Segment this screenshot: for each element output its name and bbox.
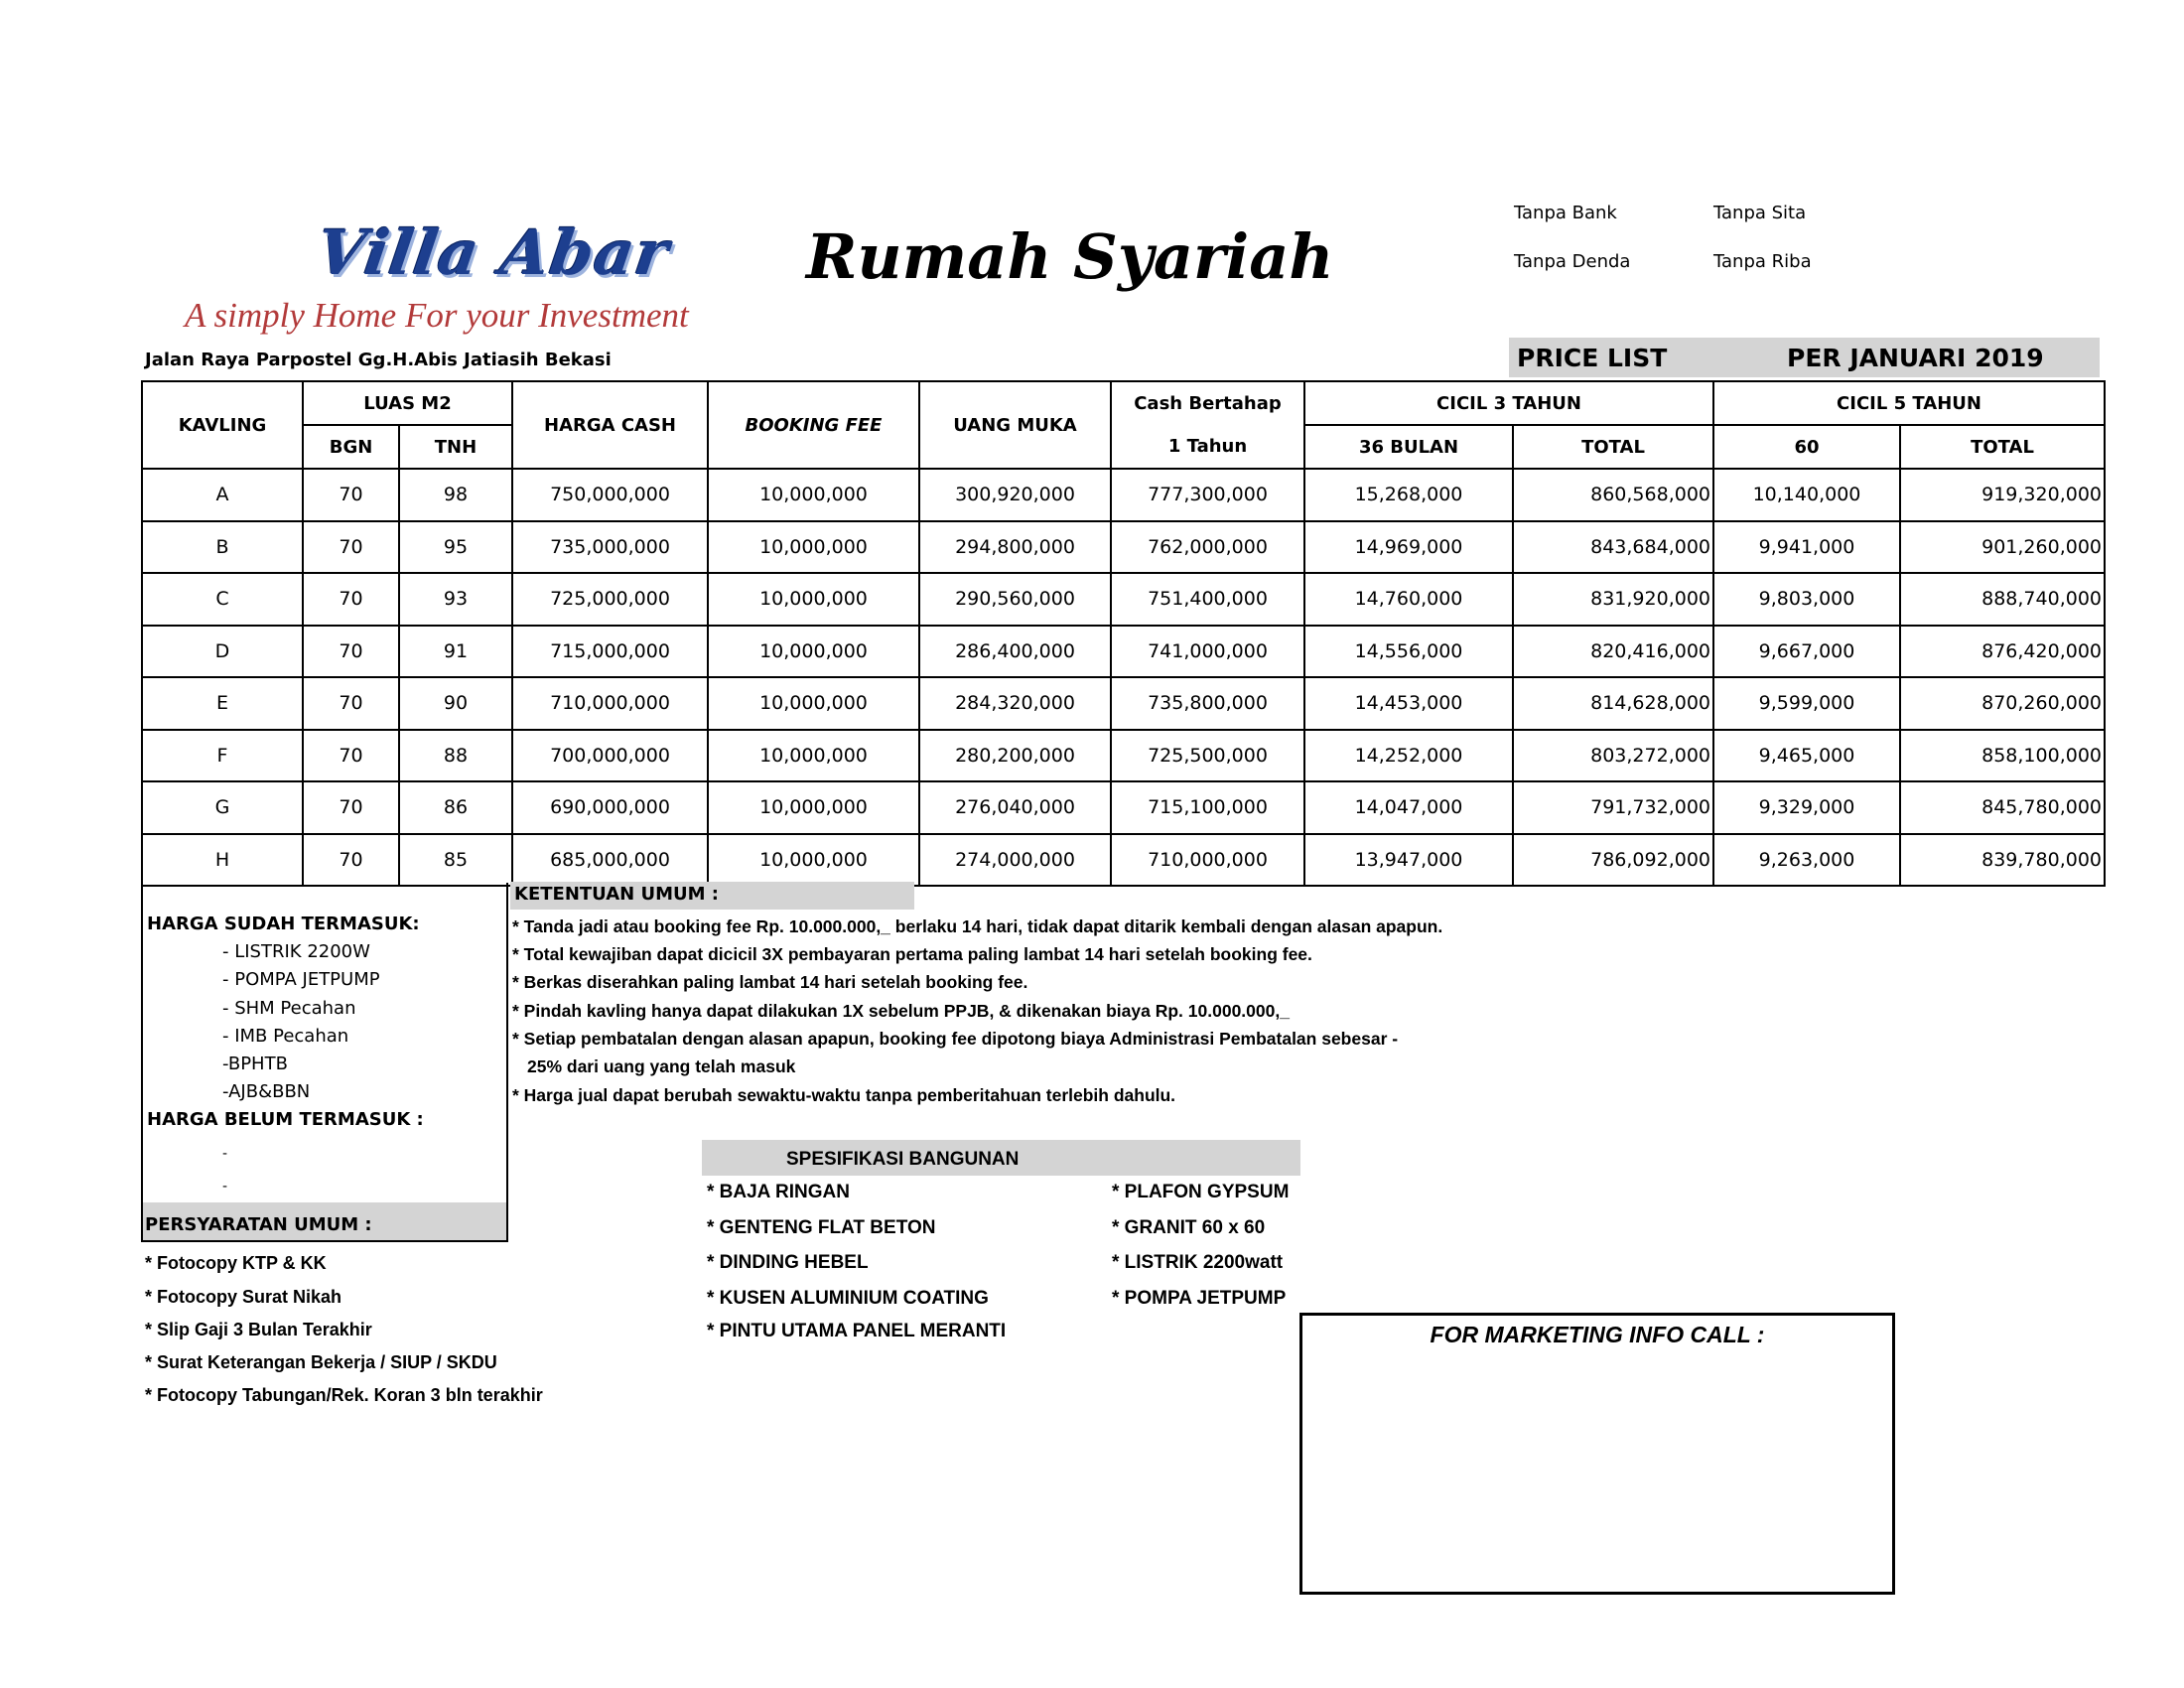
cell-harga-cash: 735,000,000 [512,521,708,574]
ketentuan-line: * Berkas diserahkan paling lambat 14 hari setelah booking fee. [512,972,1028,992]
ketentuan-line: * Harga jual dapat berubah sewaktu-waktu tanpa pemberitahuan terlebih dahulu. [512,1085,1176,1105]
harga-belum-title: HARGA BELUM TERMASUK : [147,1109,424,1130]
cell-cash-bertahap: 762,000,000 [1111,521,1304,574]
header-tnh: TNH [399,425,512,469]
harga-sudah-title: HARGA SUDAH TERMASUK: [147,914,420,934]
cell-cicil3-bulan: 13,947,000 [1304,834,1513,887]
header-uang-muka: UANG MUKA [919,381,1111,469]
cell-kavling: H [142,834,303,887]
cell-cash-bertahap: 751,400,000 [1111,573,1304,626]
cell-cicil5-bulan: 9,465,000 [1713,730,1900,782]
header-booking-fee: BOOKING FEE [708,381,919,469]
tagline: A simply Home For your Investment [185,296,689,335]
cell-cicil3-total: 814,628,000 [1513,677,1713,730]
header-36-bulan: 36 BULAN [1304,425,1513,469]
ketentuan-title-bar [510,882,914,910]
header-total-5: TOTAL [1900,425,2105,469]
cell-tnh: 95 [399,521,512,574]
cell-cicil3-total: 820,416,000 [1513,626,1713,678]
cell-kavling: D [142,626,303,678]
page-title: Rumah Syariah [806,220,1334,293]
cell-uang-muka: 290,560,000 [919,573,1111,626]
cell-bgn: 70 [303,730,399,782]
table-row [142,834,2105,887]
spec-item: * DINDING HEBEL [707,1252,869,1273]
cell-cicil5-total: 870,260,000 [1900,677,2105,730]
cell-cicil5-total: 876,420,000 [1900,626,2105,678]
cell-tnh: 93 [399,573,512,626]
feature-tanpa-riba: Tanpa Riba [1713,251,1812,272]
cell-harga-cash: 750,000,000 [512,469,708,521]
cell-cicil5-bulan: 9,263,000 [1713,834,1900,887]
cell-bgn: 70 [303,521,399,574]
cell-cicil3-total: 786,092,000 [1513,834,1713,887]
list-item: * Fotocopy Tabungan/Rek. Koran 3 bln terakhir [145,1385,543,1405]
list-item: -AJB&BBN [222,1081,311,1102]
cell-harga-cash: 715,000,000 [512,626,708,678]
spec-item: * GRANIT 60 x 60 [1112,1217,1266,1238]
marketing-box [1299,1313,1895,1595]
header-cicil-3: CICIL 3 TAHUN [1304,381,1713,425]
list-item: * Surat Keterangan Bekerja / SIUP / SKDU [145,1352,497,1372]
price-list-bar [1509,338,2100,377]
cell-cicil5-total: 901,260,000 [1900,521,2105,574]
list-item: * Fotocopy Surat Nikah [145,1287,342,1307]
logo: Villa Abar [312,216,674,289]
cell-cicil5-total: 858,100,000 [1900,730,2105,782]
cell-cicil5-total: 839,780,000 [1900,834,2105,887]
harga-info-box [141,883,508,1242]
cell-tnh: 85 [399,834,512,887]
list-item: - [222,1179,228,1195]
ketentuan-title: KETENTUAN UMUM : [514,884,720,905]
cell-cicil3-total: 803,272,000 [1513,730,1713,782]
table-row [142,469,2105,521]
header-60: 60 [1713,425,1900,469]
cell-harga-cash: 700,000,000 [512,730,708,782]
table-row [142,781,2105,834]
list-item: - SHM Pecahan [222,998,356,1019]
list-item: -BPHTB [222,1054,288,1074]
cell-tnh: 90 [399,677,512,730]
spec-item: * BAJA RINGAN [707,1182,850,1202]
cell-uang-muka: 274,000,000 [919,834,1111,887]
cell-tnh: 98 [399,469,512,521]
cell-bgn: 70 [303,781,399,834]
cell-cicil3-total: 843,684,000 [1513,521,1713,574]
table-row [142,521,2105,574]
cell-booking-fee: 10,000,000 [708,573,919,626]
cell-cash-bertahap: 741,000,000 [1111,626,1304,678]
header-harga-cash: HARGA CASH [512,381,708,469]
cell-booking-fee: 10,000,000 [708,677,919,730]
cell-cicil3-total: 860,568,000 [1513,469,1713,521]
cell-cicil3-bulan: 14,252,000 [1304,730,1513,782]
cell-kavling: G [142,781,303,834]
spec-item: * POMPA JETPUMP [1112,1288,1287,1309]
feature-tanpa-bank: Tanpa Bank [1514,203,1617,223]
cell-tnh: 91 [399,626,512,678]
cell-cicil3-bulan: 14,047,000 [1304,781,1513,834]
ketentuan-line: 25% dari uang yang telah masuk [527,1056,796,1076]
cell-harga-cash: 690,000,000 [512,781,708,834]
cell-bgn: 70 [303,573,399,626]
cell-bgn: 70 [303,626,399,678]
list-item: - IMB Pecahan [222,1026,349,1047]
persyaratan-title: PERSYARATAN UMUM : [145,1214,372,1235]
ketentuan-line: * Total kewajiban dapat dicicil 3X pembayaran pertama paling lambat 14 hari setelah booking fee. [512,944,1312,964]
price-list-label: PRICE LIST [1517,344,1668,372]
header-kavling: KAVLING [142,381,303,469]
cell-cicil5-bulan: 9,329,000 [1713,781,1900,834]
cell-kavling: A [142,469,303,521]
cell-booking-fee: 10,000,000 [708,781,919,834]
header-bgn: BGN [303,425,399,469]
cell-booking-fee: 10,000,000 [708,834,919,887]
spec-item: * PLAFON GYPSUM [1112,1182,1290,1202]
cell-cash-bertahap: 715,100,000 [1111,781,1304,834]
cell-cicil3-total: 831,920,000 [1513,573,1713,626]
table-row [142,730,2105,782]
header-cash-bertahap: Cash Bertahap [1111,381,1304,425]
table-row [142,573,2105,626]
cell-cicil3-bulan: 14,453,000 [1304,677,1513,730]
cell-cicil5-total: 888,740,000 [1900,573,2105,626]
cell-kavling: C [142,573,303,626]
price-table [141,380,2106,887]
cell-harga-cash: 710,000,000 [512,677,708,730]
cell-booking-fee: 10,000,000 [708,730,919,782]
list-item: * Fotocopy KTP & KK [145,1253,327,1273]
cell-cash-bertahap: 735,800,000 [1111,677,1304,730]
cell-cash-bertahap: 725,500,000 [1111,730,1304,782]
feature-tanpa-denda: Tanpa Denda [1514,251,1631,272]
cell-uang-muka: 294,800,000 [919,521,1111,574]
ketentuan-line: * Setiap pembatalan dengan alasan apapun, booking fee dipotong biaya Administrasi Pembatalan sebesar - [512,1029,1399,1049]
cell-cash-bertahap: 710,000,000 [1111,834,1304,887]
cell-cicil5-bulan: 9,667,000 [1713,626,1900,678]
list-item: * Slip Gaji 3 Bulan Terakhir [145,1320,372,1339]
cell-booking-fee: 10,000,000 [708,521,919,574]
feature-tanpa-sita: Tanpa Sita [1713,203,1807,223]
cell-uang-muka: 286,400,000 [919,626,1111,678]
spec-item: * LISTRIK 2200watt [1112,1252,1284,1273]
header-luas: LUAS M2 [303,381,512,425]
cell-bgn: 70 [303,834,399,887]
spec-item: * GENTENG FLAT BETON [707,1217,936,1238]
table-row [142,677,2105,730]
spec-item: * KUSEN ALUMINIUM COATING [707,1288,989,1309]
cell-kavling: E [142,677,303,730]
cell-uang-muka: 276,040,000 [919,781,1111,834]
list-item: - LISTRIK 2200W [222,941,370,962]
spec-item: * PINTU UTAMA PANEL MERANTI [707,1321,1007,1341]
cell-bgn: 70 [303,677,399,730]
address: Jalan Raya Parpostel Gg.H.Abis Jatiasih Bekasi [145,350,612,370]
spesifikasi-title: SPESIFIKASI BANGUNAN [786,1149,1020,1170]
cell-kavling: F [142,730,303,782]
cell-cicil3-bulan: 14,760,000 [1304,573,1513,626]
cell-cash-bertahap: 777,300,000 [1111,469,1304,521]
spesifikasi-title-bar [702,1140,1300,1176]
cell-harga-cash: 725,000,000 [512,573,708,626]
persyaratan-bar [143,1202,506,1240]
header-1-tahun: 1 Tahun [1111,425,1304,469]
cell-cicil5-total: 919,320,000 [1900,469,2105,521]
cell-cicil5-total: 845,780,000 [1900,781,2105,834]
cell-tnh: 86 [399,781,512,834]
ketentuan-line: * Tanda jadi atau booking fee Rp. 10.000.000,_ berlaku 14 hari, tidak dapat ditarik kembali dengan alasan apapun. [512,916,1443,936]
cell-cicil3-bulan: 14,556,000 [1304,626,1513,678]
cell-cicil3-bulan: 14,969,000 [1304,521,1513,574]
header-cicil-5: CICIL 5 TAHUN [1713,381,2105,425]
cell-cicil5-bulan: 9,803,000 [1713,573,1900,626]
cell-harga-cash: 685,000,000 [512,834,708,887]
cell-kavling: B [142,521,303,574]
cell-uang-muka: 284,320,000 [919,677,1111,730]
cell-uang-muka: 300,920,000 [919,469,1111,521]
cell-cicil5-bulan: 9,599,000 [1713,677,1900,730]
cell-cicil3-total: 791,732,000 [1513,781,1713,834]
list-item: - POMPA JETPUMP [222,969,380,990]
cell-uang-muka: 280,200,000 [919,730,1111,782]
cell-cicil5-bulan: 10,140,000 [1713,469,1900,521]
cell-cicil3-bulan: 15,268,000 [1304,469,1513,521]
ketentuan-line: * Pindah kavling hanya dapat dilakukan 1X sebelum PPJB, & dikenakan biaya Rp. 10.000.000,_ [512,1001,1290,1021]
price-period: PER JANUARI 2019 [1787,344,2044,372]
list-item: - [222,1146,228,1162]
marketing-label: FOR MARKETING INFO CALL : [1430,1322,1765,1347]
header-total-3: TOTAL [1513,425,1713,469]
cell-booking-fee: 10,000,000 [708,626,919,678]
cell-bgn: 70 [303,469,399,521]
cell-cicil5-bulan: 9,941,000 [1713,521,1900,574]
cell-tnh: 88 [399,730,512,782]
table-row [142,626,2105,678]
cell-booking-fee: 10,000,000 [708,469,919,521]
